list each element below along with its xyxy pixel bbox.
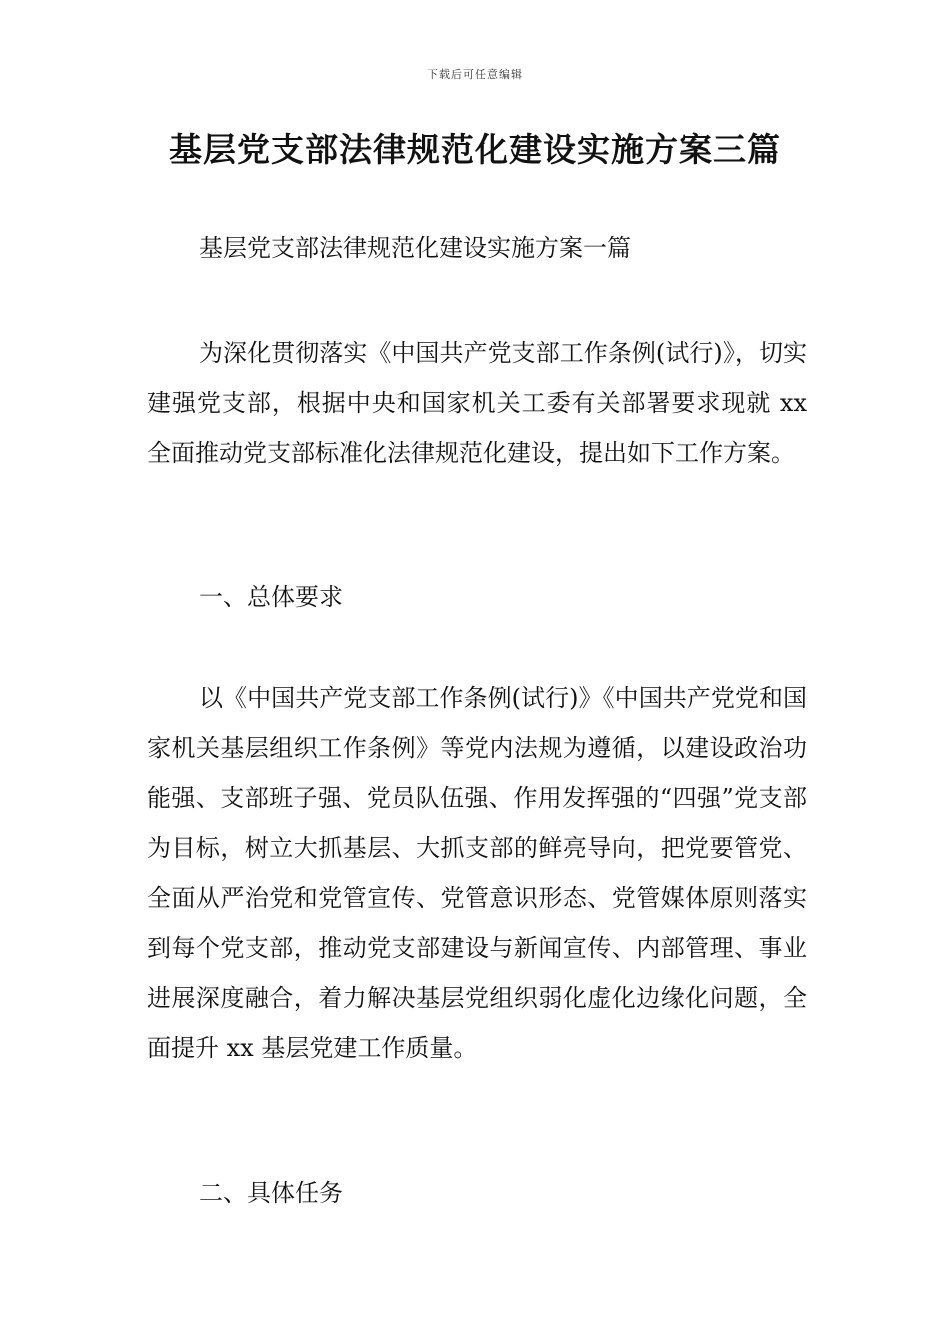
header-note: 下载后可任意编辑 xyxy=(427,68,523,81)
document-title: 基层党支部法律规范化建设实施方案三篇 xyxy=(169,130,781,169)
section-heading-overall-requirements: 一、总体要求 xyxy=(199,583,343,611)
intro-paragraph: 为深化贯彻落实《中国共产党支部工作条例(试行)》，切实建强党支部，根据中央和国家机关工委有关部署要求现就 xx 全面推动党支部标准化法律规范化建设，提出如下工作方案。 xyxy=(147,339,807,467)
document-subtitle: 基层党支部法律规范化建设实施方案一篇 xyxy=(199,234,631,262)
section-heading-specific-tasks: 二、具体任务 xyxy=(199,1179,343,1207)
overall-requirements-paragraph: 以《中国共产党支部工作条例(试行)》《中国共产党党和国家机关基层组织工作条例》等党内法规为遵循，以建设政治功能强、支部班子强、党员队伍强、作用发挥强的“四强”党支部为目标，树立大抓基层、大抓支部的鲜亮导向，把党要管党、全面从严治党和党管宣传、党管意识形态、党管媒体原则落实到每个党支部，推动党支部建设与新闻宣传、内部管理、事业进展深度融合，着力解决基层党组织弱化虚化边缘化问题，全面提升 xx 基层党建工作质量。 xyxy=(147,684,807,1062)
